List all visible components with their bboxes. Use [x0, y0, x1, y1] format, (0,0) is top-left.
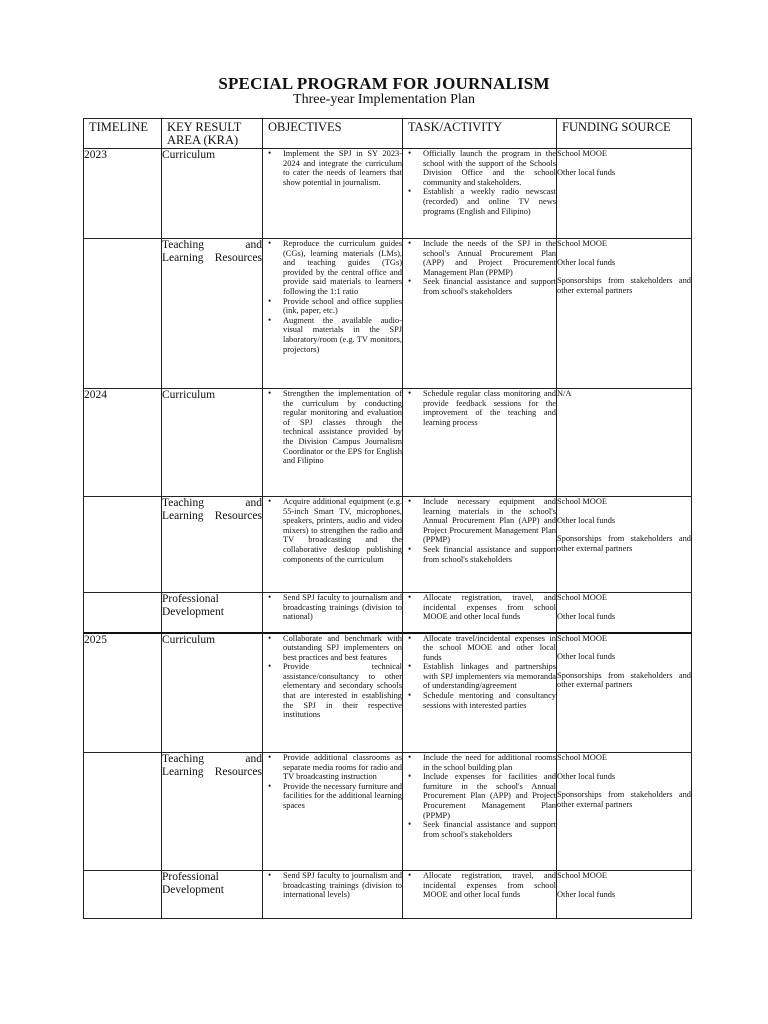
objectives-list [263, 871, 402, 900]
funding-item: Other local funds [557, 515, 616, 525]
kra-cell [162, 633, 263, 753]
funding-item: School MOOE [557, 149, 608, 158]
objectives-list [263, 593, 402, 622]
tasks-content [403, 871, 556, 916]
tasks-list [403, 593, 556, 622]
task-item: • Include the need for additional rooms in the school building plan [423, 753, 556, 772]
objectives-content [263, 497, 402, 589]
timeline-cell: 2025 [84, 633, 162, 753]
tasks-cell [403, 497, 557, 593]
funding-item: Sponsorships from stakeholders and other external partners [557, 670, 691, 690]
kra-cell [162, 497, 263, 593]
document-title: SPECIAL PROGRAM FOR JOURNALISM [218, 74, 550, 93]
task-item: • Establish a weekly radio newscast (recorded) and online TV news programs (English and Filipino) [423, 187, 556, 216]
objective-item: • Send SPJ faculty to journalism and broadcasting trainings (division to international levels) [283, 871, 402, 900]
funding-item: Other local funds [557, 167, 616, 177]
header-funding-source: FUNDING SOURCE [557, 119, 692, 149]
funding-item: Other local funds [557, 652, 616, 662]
tasks-cell [403, 633, 557, 753]
tasks-list [403, 753, 556, 839]
task-item: • Seek financial assistance and support from school's stakeholders [423, 277, 556, 296]
objectives-cell [263, 753, 403, 871]
table-row [84, 871, 692, 919]
task-item: • Establish linkages and partnerships with SPJ implementers via memoranda of understanding/agreement [423, 662, 556, 691]
objective-item: • Provide technical assistance/consultancy to other elementary and secondary schools that are interested in establishing the SPJ in their respective institutions [283, 662, 402, 720]
tasks-content [403, 149, 556, 237]
funding-cell [557, 871, 692, 919]
funding-item: School MOOE [557, 753, 608, 762]
task-item: • Seek financial assistance and support from school's stakeholders [423, 820, 556, 839]
header-kra: KEY RESULT AREA (KRA) [162, 119, 263, 149]
funding-cell [557, 633, 692, 753]
kra-label: Teaching and Learning Resources [162, 753, 262, 778]
kra-cell [162, 593, 263, 633]
tasks-cell [403, 239, 557, 389]
objectives-content [263, 634, 402, 750]
implementation-plan-table [83, 118, 692, 919]
kra-cell [162, 149, 263, 239]
tasks-cell [403, 593, 557, 633]
objectives-list [263, 634, 402, 720]
kra-label: Curriculum [162, 633, 216, 646]
objectives-list [263, 497, 402, 564]
objectives-list [263, 753, 402, 811]
tasks-list [403, 149, 556, 216]
objective-item: • Provide the necessary furniture and facilities for the additional learning spaces [283, 782, 402, 811]
funding-cell [557, 239, 692, 389]
tasks-list [403, 389, 556, 427]
funding-item: Other local funds [557, 771, 616, 781]
objective-item: • Provide additional classrooms as separate media rooms for radio and TV broadcasting instruction [283, 753, 402, 782]
header-objectives: OBJECTIVES [263, 119, 403, 149]
funding-cell [557, 389, 692, 497]
timeline-cell [84, 753, 162, 871]
objectives-list [263, 239, 402, 354]
kra-label: Professional Development [162, 871, 224, 896]
objectives-list [263, 149, 402, 187]
kra-cell [162, 389, 263, 497]
objectives-content [263, 239, 402, 385]
kra-label: Teaching and Learning Resources [162, 497, 262, 522]
funding-item: Sponsorships from stakeholders and other external partners [557, 276, 691, 295]
kra-cell [162, 871, 263, 919]
objectives-content [263, 753, 402, 867]
objectives-cell [263, 389, 403, 497]
funding-cell [557, 593, 692, 633]
funding-cell [557, 149, 692, 239]
funding-item: N/A [557, 389, 572, 398]
task-item: • Seek financial assistance and support from school's stakeholders [423, 545, 556, 564]
tasks-content [403, 593, 556, 630]
task-item: • Schedule mentoring and consultancy sessions with interested parties [423, 691, 556, 710]
table-row [84, 149, 692, 239]
tasks-content [403, 753, 556, 867]
objective-item: • Provide school and office supplies (ink, paper, etc.) [283, 297, 402, 316]
funding-item: School MOOE [557, 871, 608, 880]
tasks-cell [403, 149, 557, 239]
tasks-list [403, 497, 556, 564]
table-row [84, 633, 692, 753]
tasks-list [403, 871, 556, 900]
kra-cell [162, 239, 263, 389]
tasks-list [403, 634, 556, 711]
tasks-content [403, 239, 556, 385]
objective-item: • Send SPJ faculty to journalism and broadcasting trainings (division to national) [283, 593, 402, 622]
kra-label: Professional Development [162, 593, 224, 618]
task-item: • Include the needs of the SPJ in the school's Annual Procurement Plan (APP) and Project Procurement Management Plan (PPMP) [423, 239, 556, 277]
funding-cell [557, 753, 692, 871]
tasks-list [403, 239, 556, 297]
task-item: • Schedule regular class monitoring and provide feedback sessions for the improvement of the teaching and learning process [423, 389, 556, 427]
tasks-cell [403, 753, 557, 871]
objectives-content [263, 389, 402, 493]
kra-label: Curriculum [162, 149, 216, 161]
header-timeline: TIMELINE [84, 119, 162, 149]
task-item: • Include necessary equipment and learning materials in the school's Annual Procurement Plan (APP) and Project Procurement Management Plan (PPMP) [423, 497, 556, 545]
funding-item: Other local funds [557, 611, 616, 621]
task-item: • Include expenses for facilities and furniture in the school's Annual Procurement Plan (APP) and Project Procurement Management Plan (PPMP) [423, 772, 556, 820]
tasks-cell [403, 871, 557, 919]
table-row [84, 239, 692, 389]
document-subtitle: Three-year Implementation Plan [293, 92, 475, 107]
objective-item: • Reproduce the curriculum guides (CGs), learning materials (LMs), and teaching guides (TGs) provided by the central office and provide said materials to learners following the 1:1 ratio [283, 239, 402, 297]
table-row [84, 389, 692, 497]
task-item: • Officially launch the program in the school with the support of the Schools Division Office and the school community and stakeholders. [423, 149, 556, 187]
funding-item: Other local funds [557, 889, 616, 899]
table-row [84, 593, 692, 633]
funding-item: School MOOE [557, 497, 608, 506]
objectives-cell [263, 633, 403, 753]
tasks-cell [403, 389, 557, 497]
header-task-activity: TASK/ACTIVITY [403, 119, 557, 149]
objective-item: • Collaborate and benchmark with outstanding SPJ implementers on best practices and best features [283, 634, 402, 663]
task-item: • Allocate registration, travel, and incidental expenses from school MOOE and other local funds [423, 871, 556, 900]
objectives-cell [263, 871, 403, 919]
funding-item: Sponsorships from stakeholders and other external partners [557, 534, 691, 553]
objectives-cell [263, 593, 403, 633]
objective-item: • Implement the SPJ in SY 2023-2024 and integrate the curriculum to cater the needs of learners that show potential in journalism. [283, 149, 402, 187]
table-row [84, 753, 692, 871]
funding-item: School MOOE [557, 593, 608, 602]
timeline-cell [84, 239, 162, 389]
timeline-cell [84, 497, 162, 593]
objectives-content [263, 593, 402, 630]
task-item: • Allocate registration, travel, and incidental expenses from school MOOE and other local funds [423, 593, 556, 622]
objectives-cell [263, 149, 403, 239]
objective-item: • Augment the available audio-visual materials in the SPJ laboratory/room (e.g. TV monitors, projectors) [283, 316, 402, 354]
objectives-content [263, 149, 402, 237]
objective-item: • Strengthen the implementation of the curriculum by conducting regular monitoring and evaluation of SPJ classes through the technical assistance provided by the Division Campus Journalism Coordinator or the EPS for English and Filipino [283, 389, 402, 466]
objectives-cell [263, 497, 403, 593]
objectives-cell [263, 239, 403, 389]
objective-item: • Acquire additional equipment (e.g. 55-inch Smart TV, microphones, speakers, printers, audio and video mixers) to strengthen the radio and TV broadcasting and the collaborative desktop publishing components of the curriculum [283, 497, 402, 564]
kra-label: Curriculum [162, 389, 216, 401]
tasks-content [403, 389, 556, 493]
timeline-cell: 2024 [84, 389, 162, 497]
task-item: • Allocate travel/incidental expenses in the school MOOE and other local funds [423, 634, 556, 663]
tasks-content [403, 634, 556, 750]
funding-item: Sponsorships from stakeholders and other external partners [557, 790, 691, 809]
kra-label: Teaching and Learning Resources [162, 239, 262, 264]
table-row [84, 497, 692, 593]
timeline-cell [84, 593, 162, 633]
tasks-content [403, 497, 556, 589]
funding-cell [557, 497, 692, 593]
timeline-cell [84, 871, 162, 919]
funding-item: School MOOE [557, 239, 608, 248]
funding-item: Other local funds [557, 257, 616, 267]
objectives-list [263, 389, 402, 466]
objectives-content [263, 871, 402, 916]
timeline-cell: 2023 [84, 149, 162, 239]
kra-cell [162, 753, 263, 871]
funding-item: School MOOE [557, 633, 608, 643]
